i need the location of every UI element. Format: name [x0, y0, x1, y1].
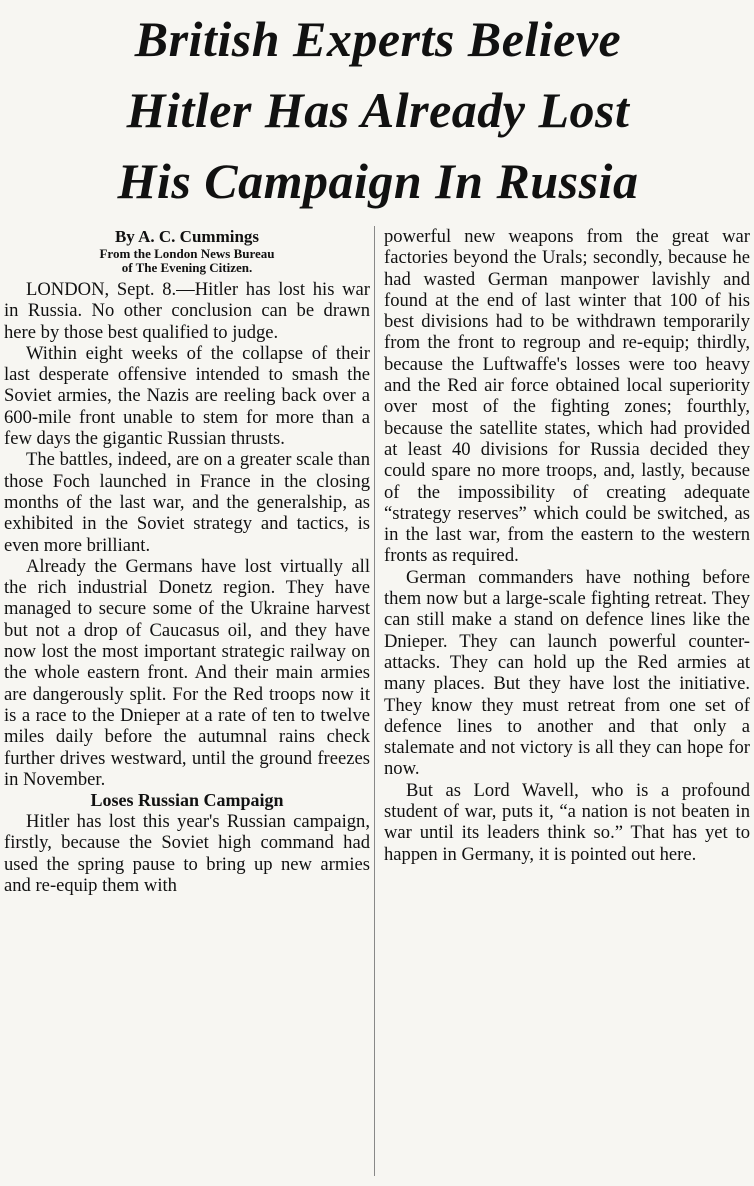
bureau-line-2: of The Evening Citizen. — [121, 260, 253, 275]
paragraph: German commanders have nothing before them now but a large-scale fighting retreat. They can still make a stand on defence lines like the Dnieper. They can launch powerful counter-attacks. They can hold up the Red armies at many places. But they have lost the initiative. They know they must retreat from one set of defence lines to another and that only a stalemate and not victory is all they can hope for now. — [384, 566, 750, 780]
paragraph: Within eight weeks of the collapse of their last desperate offensive intended to smash the Soviet armies, the Nazis are reeling back over a 600-mile front unable to stem for more than a few days the gigantic Russian thrusts. — [4, 342, 370, 450]
headline-line-2: Hitler Has Already Lost — [126, 82, 630, 138]
paragraph: But as Lord Wavell, who is a profound student of war, puts it, “a nation is not beaten in war until its leaders think so.” That has yet to happen in Germany, it is pointed out here. — [384, 779, 750, 865]
headline — [8, 4, 748, 217]
column-divider — [374, 226, 375, 1176]
headline-line-3: His Campaign In Russia — [117, 153, 639, 209]
paragraph: The battles, indeed, are on a greater scale than those Foch launched in France in the closing months of the last war, and the generalship, as exhibited in the Soviet strategy and tactics, is even more brilliant. — [4, 449, 370, 556]
bureau-credit — [4, 247, 370, 275]
paragraph: LONDON, Sept. 8.—Hitler has lost his war in Russia. No other conclusion can be drawn here by those best qualified to judge. — [4, 279, 370, 343]
byline: By A. C. Cummings — [114, 227, 260, 246]
article-column-left — [4, 226, 370, 896]
subheading: Loses Russian Campaign — [90, 790, 284, 811]
headline-line-1: British Experts Believe — [134, 11, 622, 67]
article-column-right — [384, 226, 750, 865]
paragraph: Hitler has lost this year's Russian campaign, firstly, because the Soviet high command had used the spring pause to bring up new armies and re-equip them with — [4, 811, 370, 897]
bureau-line-1: From the London News Bureau — [99, 246, 275, 261]
paragraph: Already the Germans have lost virtually all the rich industrial Donetz region. They have managed to secure some of the Ukraine harvest but not a drop of Caucasus oil, and they have now lost the most important strategic railway on the whole eastern front. And their main armies are dangerously split. For the Red troops now it is a race to the Dnieper at a rate of ten to twelve miles daily before the autumnal rains check further drives westward, until the ground freezes in November. — [4, 555, 370, 790]
paragraph: powerful new weapons from the great war factories beyond the Urals; secondly, because he had wasted German manpower lavishly and found at the end of last winter that 100 of his best divisions had to be withdrawn temporarily from the front to regroup and re-equip; thirdly, because the Luftwaffe's losses were too heavy and the Red air force obtained local superiority over most of the fighting zones; fourthly, because the satellite states, which had provided at least 40 divisions for Russia decided they could spare no more troops, and, lastly, because of the impossibility of creating adequate “strategy reserves” which could be switched, as in the last war, from the eastern to the western fronts as required. — [384, 226, 750, 567]
